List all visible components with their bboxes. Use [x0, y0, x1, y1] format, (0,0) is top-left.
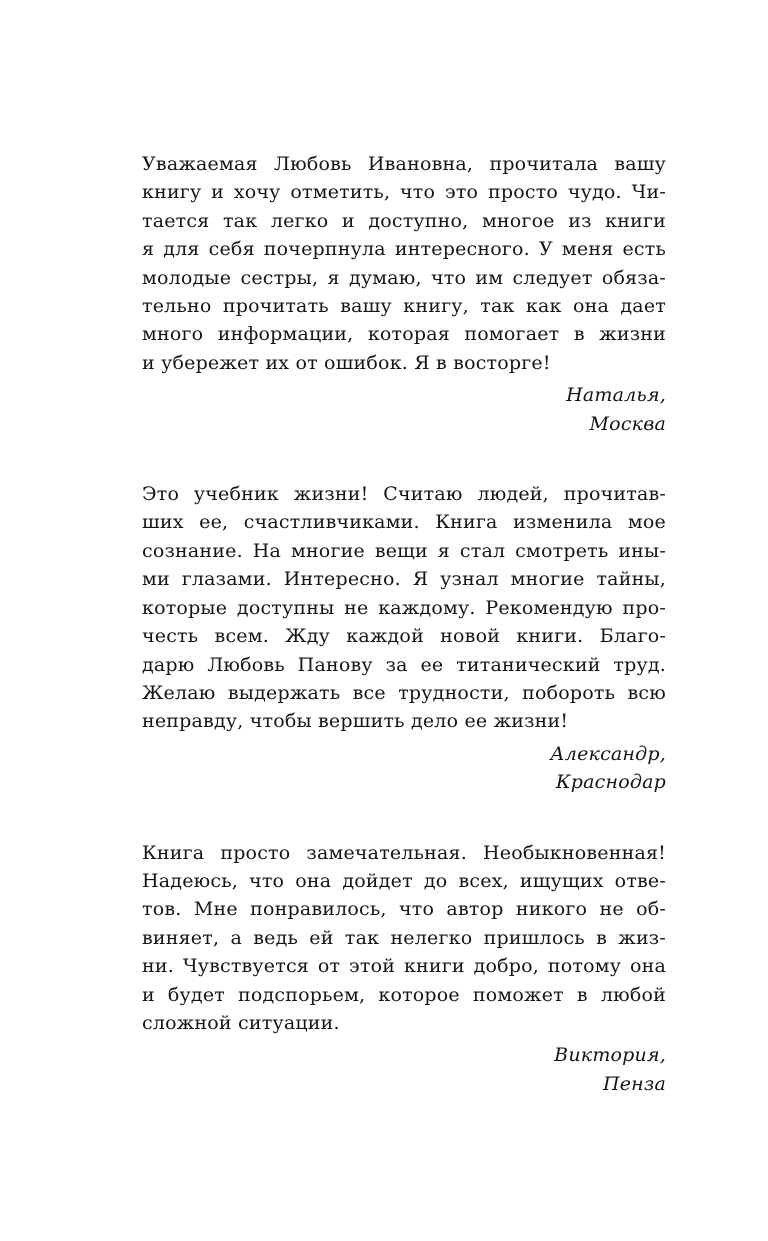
text-line: тается так легко и доступно, многое из книги	[142, 209, 666, 232]
signature-city: Москва	[589, 412, 666, 435]
review-1-signature	[142, 381, 666, 438]
signature-author: Виктория,	[554, 1044, 666, 1067]
text-line: дарю Любовь Панову за ее титанический труд.	[142, 653, 666, 676]
review-block-2	[142, 480, 666, 796]
signature-author: Наталья,	[566, 384, 666, 407]
text-line: сложной ситуации.	[142, 1011, 340, 1034]
text-line: и будет подспорьем, которое поможет в любой	[142, 983, 666, 1006]
text-line: Надеюсь, что она дойдет до всех, ищущих отве-	[142, 869, 666, 892]
text-line: честь всем. Жду каждой новой книги. Благо-	[142, 625, 666, 648]
text-line: неправду, чтобы вершить дело ее жизни!	[142, 710, 569, 733]
text-line: виняет, а ведь ей так нелегко пришлось в жиз-	[142, 926, 666, 949]
text-line: тов. Мне понравилось, что автор никого не об-	[142, 898, 666, 921]
review-3-signature	[142, 1041, 666, 1098]
text-line: Уважаемая Любовь Ивановна, прочитала вашу	[142, 153, 666, 175]
review-2-text	[142, 480, 666, 736]
text-line: молодые сестры, я думаю, что им следует обяза-	[142, 266, 666, 289]
text-line: Желаю выдержать все трудности, побороть всю	[142, 681, 666, 704]
text-line: которые доступны не каждому. Рекомендую про-	[142, 596, 666, 619]
review-block-3	[142, 839, 666, 1099]
text-line: тельно прочитать вашу книгу, так как она дает	[142, 295, 666, 318]
review-2-signature	[142, 740, 666, 797]
text-line: и убережет их от ошибок. Я в восторге!	[142, 351, 551, 374]
text-line: Это учебник жизни! Считаю людей, прочитав-	[142, 483, 666, 506]
review-1-text	[142, 150, 666, 377]
signature-city: Пенза	[602, 1072, 666, 1095]
text-line: ми глазами. Интересно. Я узнал многие тайны,	[142, 568, 666, 591]
text-line: много информации, которая помогает в жизни	[142, 323, 666, 346]
review-3-text	[142, 839, 666, 1038]
text-line: Книга просто замечательная. Необыкновенная!	[142, 841, 666, 864]
text-line: сознание. На многие вещи я стал смотреть ины-	[142, 539, 666, 562]
text-line: ших ее, счастливчиками. Книга изменила мое	[142, 511, 666, 534]
text-line: ни. Чувствуется от этой книги добро, потому она	[142, 955, 666, 978]
signature-city: Краснодар	[555, 771, 666, 794]
text-line: я для себя почерпнула интересного. У меня есть	[142, 238, 666, 261]
review-block-1	[142, 150, 666, 438]
signature-author: Александр,	[550, 742, 666, 765]
text-line: книгу и хочу отметить, что это просто чудо. Чи-	[142, 181, 666, 204]
